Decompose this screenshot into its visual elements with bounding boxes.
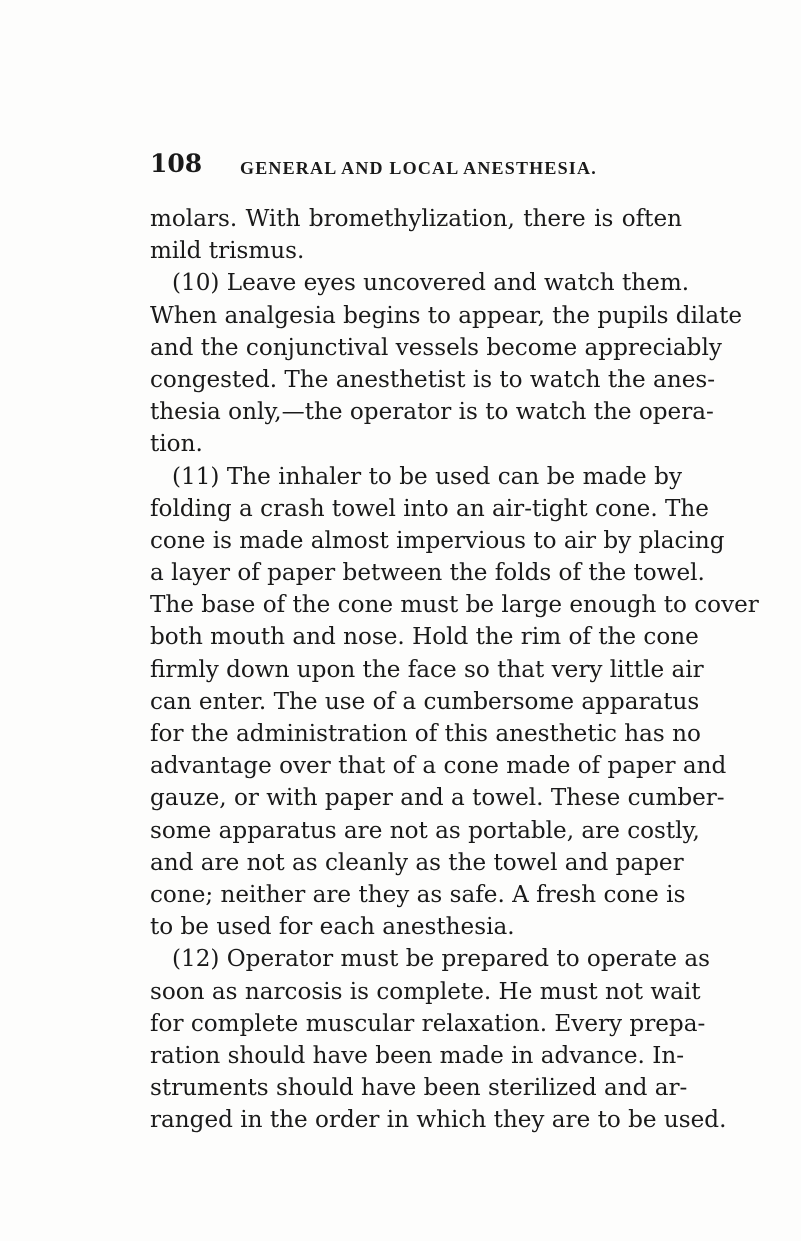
text-line: tion. <box>150 431 203 458</box>
running-head-title: GENERAL AND LOCAL ANESTHESIA. <box>240 158 597 178</box>
text-line: (12) Operator must be prepared to operate as <box>172 946 711 973</box>
text-line: (11) The inhaler to be used can be made by <box>172 463 682 490</box>
text-line: firmly down upon the face so that very little air <box>150 656 704 683</box>
page-number: 108 <box>150 149 203 178</box>
text-line: for the administration of this anesthetic has no <box>150 721 701 747</box>
text-line: soon as narcosis is complete. He must not wait <box>150 978 701 1005</box>
text-line: ranged in the order in which they are to be used. <box>150 1107 727 1134</box>
text-line: a layer of paper between the folds of the towel. <box>150 560 705 587</box>
text-line: (10) Leave eyes uncovered and watch them. <box>172 270 690 297</box>
text-line: The base of the cone must be large enough to cover <box>150 592 759 619</box>
text-line: congested. The anesthetist is to watch the anes- <box>150 366 716 393</box>
text-line: some apparatus are not as portable, are costly, <box>150 817 700 844</box>
text-line: folding a crash towel into an air-tight cone. The <box>150 495 709 522</box>
text-line: molars. With bromethylization, there is often <box>150 206 682 232</box>
text-line: to be used for each anesthesia. <box>150 914 515 941</box>
text-line: for complete muscular relaxation. Every prepa- <box>150 1010 706 1037</box>
text-line: advantage over that of a cone made of paper and <box>150 753 727 780</box>
text-line: When analgesia begins to appear, the pupils dilate <box>150 302 743 329</box>
text-line: can enter. The use of a cumbersome apparatus <box>150 688 700 715</box>
text-line: and the conjunctival vessels become appreciably <box>150 334 722 361</box>
running-head <box>150 150 790 182</box>
text-line: thesia only,—the operator is to watch the opera- <box>150 399 714 426</box>
text-line: cone is made almost impervious to air by placing <box>150 527 725 554</box>
text-line: struments should have been sterilized and ar- <box>150 1075 688 1102</box>
body-text <box>150 203 759 1136</box>
text-line: and are not as cleanly as the towel and paper <box>150 849 684 876</box>
text-line: gauze, or with paper and a towel. These cumber- <box>150 785 725 812</box>
text-line: cone; neither are they as safe. A fresh cone is <box>150 881 686 908</box>
text-line: mild trismus. <box>150 238 305 265</box>
text-line: both mouth and nose. Hold the rim of the cone <box>150 624 699 651</box>
text-line: ration should have been made in advance. In- <box>150 1042 685 1069</box>
